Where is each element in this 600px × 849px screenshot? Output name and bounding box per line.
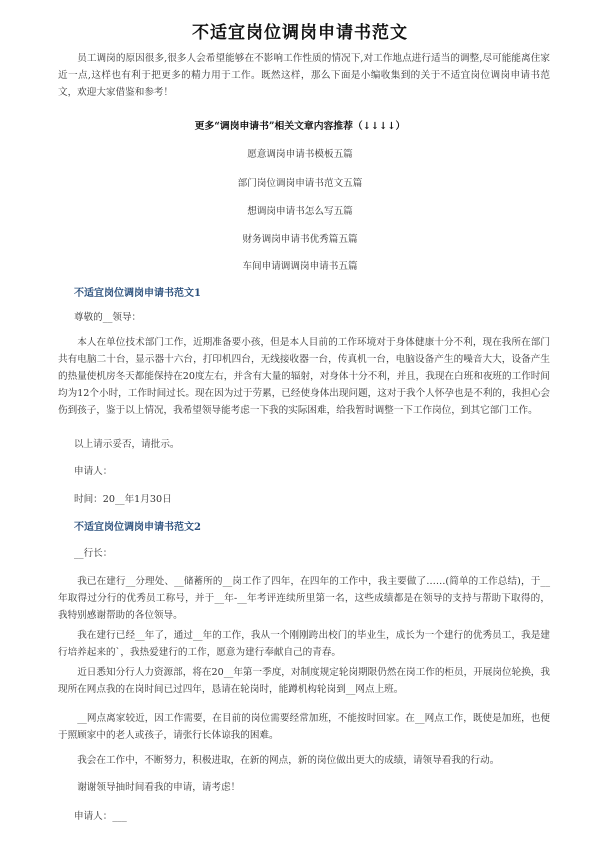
section-2-salutation: __行长： [74, 548, 113, 559]
related-link-4[interactable]: 财务调岗申请书优秀篇五篇 [242, 234, 358, 245]
section-2-heading: 不适宜岗位调岗申请书范文2 [74, 522, 201, 533]
section-1-body: 本人在单位技术部门工作，近期准备要小孩，但是本人目前的工作环境对于身体健康十分不利，现在我所在部门共有电脑二十台，显示器十六台，打印机四台，无线接收器一台，传真机一台，电脑设备产生的噪音大大，设备产生的热量使机房冬天都能保持在20度左右，并含有大量的辐射，对身体十分不利，并且，我现在白班和夜班的工作时间均为12个小时，工作时间过长。现在因为过于劳累，已经使身体出现问题，这对于我个人怀孕也是不利的，我担心会伤到孩子，鉴于以上情况，我希望领导能考虑一下我的实际困难，给我暂时调整一下工作岗位，到其它部门工作。 [58, 337, 550, 416]
section-2-paragraph-4: __网点离家较近，因工作需要，在目前的岗位需要经常加班，不能按时回家。在__网点工作，既使是加班，也便于照顾家中的老人或孩子，请张行长体谅我的困难。 [58, 713, 550, 741]
section-1-date: 时间：20__年1月30日 [74, 494, 172, 505]
section-2-paragraph-5: 我会在工作中，不断努力，积极进取，在新的网点，新的岗位做出更大的成绩，请领导看我的行动。 [77, 755, 500, 766]
section-2-applicant: 申请人：___ [74, 811, 127, 822]
related-link-1[interactable]: 愿意调岗申请书模板五篇 [247, 149, 353, 160]
section-1-applicant: 申请人： [74, 466, 113, 477]
section-2-paragraph-6: 谢谢领导抽时间看我的申请，请考虑！ [77, 782, 241, 793]
related-link-3[interactable]: 想调岗申请书怎么写五篇 [247, 206, 353, 217]
section-2-paragraph-3: 近日悉知分行人力资源部，将在20__年第一季度，对制度规定轮岗期限仍然在岗工作的柜员，开展岗位轮换，我现所在网点我的在岗时间已过四年，恳请在轮岗时，能蹲机构轮岗到__网点上班。 [58, 667, 550, 695]
related-link-5[interactable]: 车间申请调调岗申请书五篇 [242, 261, 358, 272]
section-1-salutation: 尊敬的__领导： [74, 312, 142, 323]
section-2-paragraph-1: 我已在建行__分理处、__储蓄所的__岗工作了四年，在四年的工作中，我主要做了……(简单的工作总结)，于__年取得过分行的优秀员工称号，并于__年-__年考评连续所里第一名，这些成绩都是在领导的支持与帮助下取得的，我特别感谢帮助的各位领导。 [58, 576, 550, 621]
section-1-closing: 以上请示妥否，请批示。 [74, 439, 180, 450]
section-2-paragraph-2: 我在建行已经__年了，通过__年的工作，我从一个刚刚跨出校门的毕业生，成长为一个建行的优秀员工，我是建行培养起来的`，我热爱建行的工作，愿意为建行奉献自己的青春。 [58, 630, 550, 658]
related-link-2[interactable]: 部门岗位调岗申请书范文五篇 [237, 178, 363, 189]
page-title: 不适宜岗位调岗申请书范文 [192, 23, 408, 43]
related-articles-heading: 更多“调岗申请书”相关文章内容推荐（↓↓↓↓） [194, 121, 406, 132]
intro-paragraph: 员工调岗的原因很多,很多人会希望能够在不影响工作性质的情况下,对工作地点进行适当的调整,尽可能能离住家近一点,这样也有利于把更多的精力用于工作。既然这样，那么下面是小编收集到的关于不适宜岗位调岗申请书范文，欢迎大家借鉴和参考！ [58, 53, 550, 98]
section-1-heading: 不适宜岗位调岗申请书范文1 [74, 288, 201, 299]
